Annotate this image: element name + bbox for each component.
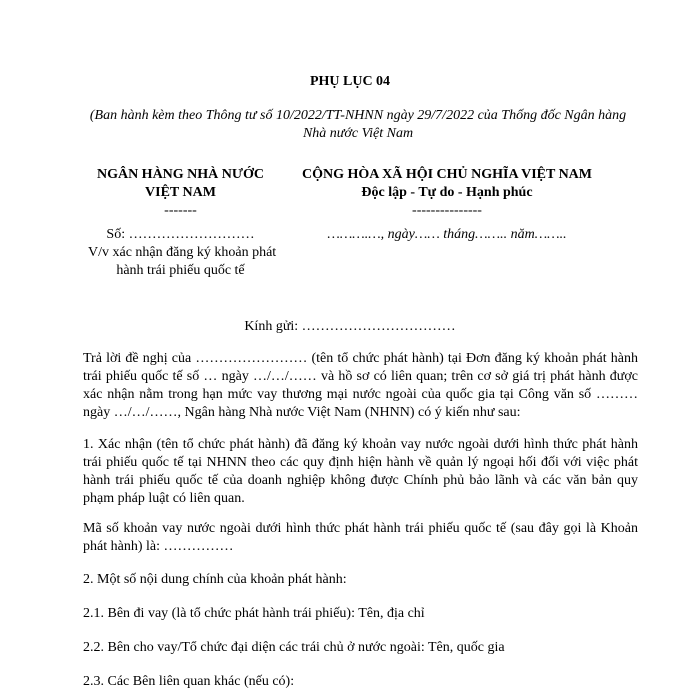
paragraph-1-line-2: trái phiếu quốc tế số … ngày …/…/…… và hồ sơ có liên quan; trên cơ sở giá trị phát hành được <box>83 369 638 384</box>
paragraph-1-line-3: xác nhận nằm trong hạn mức vay thương mại nước ngoài của quốc gia tại Công văn số ……… <box>83 387 638 402</box>
subject-line-2: hành trái phiếu quốc tế <box>116 263 245 278</box>
section-2-heading: 2. Một số nội dung chính của khoản phát hành: <box>83 572 347 587</box>
paragraph-3-line-2: phát hành) là: …………… <box>83 539 234 554</box>
paragraph-2-line-4: phạm pháp luật có liên quan. <box>83 491 245 506</box>
nation-motto: Độc lập - Tự do - Hạnh phúc <box>361 185 533 200</box>
section-2-3: 2.3. Các Bên liên quan khác (nếu có): <box>83 674 295 689</box>
subject-line-1: V/v xác nhận đăng ký khoản phát <box>88 245 277 260</box>
paragraph-1 <box>83 350 638 422</box>
paragraph-2-line-1: 1. Xác nhận (tên tổ chức phát hành) đã đăng ký khoản vay nước ngoài dưới hình thức phát hành <box>83 437 638 452</box>
date-line: ……….…, ngày…… tháng…….. năm…….. <box>327 227 567 242</box>
paragraph-3 <box>83 520 638 556</box>
document-subtitle <box>88 107 628 143</box>
issuer-block <box>88 166 277 280</box>
paragraph-1-line-1: Trả lời đề nghị của …………………… (tên tổ chức phát hành) tại Đơn đăng ký khoản phát hành <box>83 351 638 366</box>
nation-block <box>282 166 612 244</box>
subtitle-line-1: (Ban hành kèm theo Thông tư số 10/2022/TT-NHNN ngày 29/7/2022 của Thống đốc Ngân hàng <box>89 108 627 123</box>
nation-divider: --------------- <box>412 203 482 218</box>
section-2-1: 2.1. Bên đi vay (là tổ chức phát hành trái phiếu): Tên, địa chỉ <box>83 606 425 621</box>
issuer-name-line-1: NGÂN HÀNG NHÀ NƯỚC <box>96 167 265 182</box>
issuer-divider: ------- <box>164 203 197 218</box>
paragraph-1-line-4: ngày …/…/……, Ngân hàng Nhà nước Việt Nam (NHNN) có ý kiến như sau: <box>83 405 521 420</box>
document-number: Số: ……………………… <box>106 227 255 242</box>
salutation: Kính gửi: …………………………… <box>244 319 456 334</box>
paragraph-3-line-1: Mã số khoản vay nước ngoài dưới hình thức phát hành trái phiếu quốc tế (sau đây gọi là Khoản <box>83 521 638 536</box>
nation-name: CỘNG HÒA XÃ HỘI CHỦ NGHĨA VIỆT NAM <box>301 167 592 182</box>
section-2-2: 2.2. Bên cho vay/Tổ chức đại diện các trái chủ ở nước ngoài: Tên, quốc gia <box>83 640 505 655</box>
paragraph-2-line-3: hành trái phiếu quốc tế của doanh nghiệp không được Chính phủ bảo lãnh và các văn bản quy <box>83 473 638 488</box>
appendix-title: PHỤ LỤC 04 <box>309 74 391 89</box>
subtitle-line-2: Nhà nước Việt Nam <box>302 126 414 141</box>
paragraph-2-line-2: trái phiếu quốc tế tại NHNN theo các quy định hiện hành về quản lý ngoại hối đối với việc phát <box>83 455 638 470</box>
issuer-name-line-2: VIỆT NAM <box>145 185 216 200</box>
paragraph-2 <box>83 436 638 508</box>
